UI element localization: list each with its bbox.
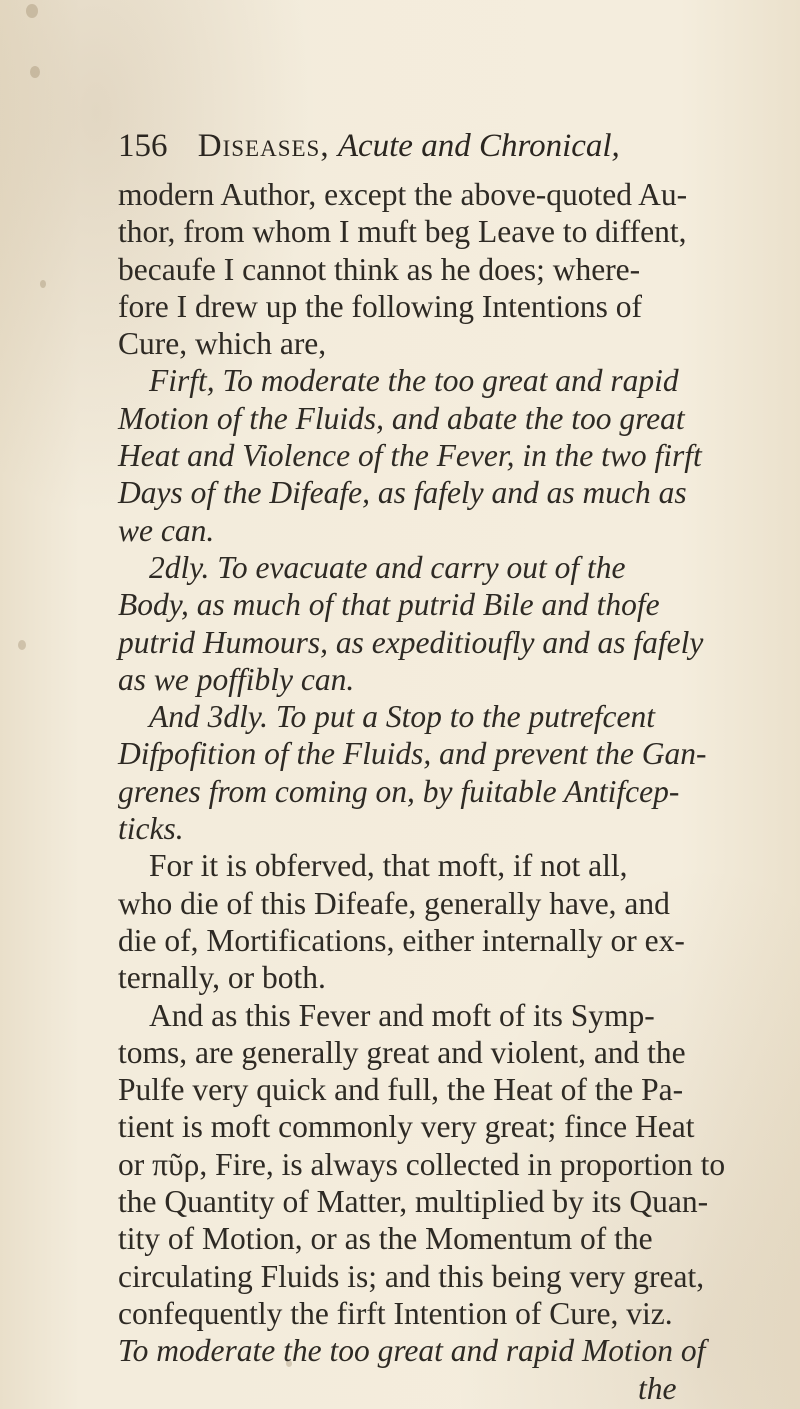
text-line: tient is moft commonly very great; fince Heat (118, 1109, 695, 1145)
text-line: confequently the firft Intention of Cure, viz. (118, 1295, 673, 1331)
text-line: For it is obferved, that moft, if not all, (149, 848, 628, 884)
page-number: 156 (118, 128, 168, 164)
running-title-italic: Acute and Chronical, (337, 128, 620, 164)
text-line: Heat and Violence of the Fever, in the two firft (118, 438, 702, 474)
running-header (118, 128, 620, 165)
text-line: or πῦρ, Fire, is always collected in proportion to (118, 1146, 726, 1182)
text-line: putrid Humours, as expeditioufly and as fafely (118, 624, 704, 660)
text-line: ticks. (118, 811, 184, 847)
text-line: To moderate the too great and rapid Motion of (118, 1333, 706, 1369)
text-line: grenes from coming on, by fuitable Antifcep- (118, 773, 680, 809)
text-line: ternally, or both. (118, 960, 326, 996)
text-line: And as this Fever and moft of its Symp- (149, 997, 655, 1033)
text-line: 2dly. To evacuate and carry out of the (149, 549, 626, 585)
text-line: Firft, To moderate the too great and rapid (149, 363, 679, 399)
text-line: modern Author, except the above-quoted Au- (118, 177, 688, 212)
text-line: as we poffibly can. (118, 661, 355, 697)
ink-blot (26, 4, 38, 18)
text-line: Cure, which are, (118, 326, 327, 362)
catchword-block (118, 1370, 758, 1407)
text-line: Days of the Difeafe, as fafely and as much as (118, 475, 687, 511)
text-line: die of, Mortifications, either internally or ex- (118, 922, 685, 958)
text-line: Motion of the Fluids, and abate the too great (118, 400, 685, 436)
text-line: becaufe I cannot think as he does; where- (118, 251, 641, 287)
body-text (118, 176, 758, 1370)
text-line: Pulfe very quick and full, the Heat of the Pa- (118, 1072, 684, 1108)
running-title: Diseases, (197, 128, 330, 164)
text-line: Body, as much of that putrid Bile and thofe (118, 587, 660, 623)
text-line: who die of this Difeafe, generally have, and (118, 885, 670, 921)
text-line: tity of Motion, or as the Momentum of the (118, 1221, 653, 1257)
text-line: the Quantity of Matter, multiplied by its Quan- (118, 1184, 709, 1220)
text-line: toms, are generally great and violent, and the (118, 1034, 686, 1070)
text-line: And 3dly. To put a Stop to the putrefcent (149, 699, 656, 735)
text-line: fore I drew up the following Intentions of (118, 288, 642, 324)
text-line: circulating Fluids is; and this being very great, (118, 1258, 705, 1294)
catchword: the (638, 1370, 677, 1406)
text-line: thor, from whom I muft beg Leave to diffent, (118, 214, 687, 250)
ink-blot (18, 640, 26, 650)
text-line: we can. (118, 512, 215, 548)
text-line: Difpofition of the Fluids, and prevent the Gan- (118, 736, 707, 772)
ink-blot (40, 280, 46, 288)
ink-blot (30, 66, 40, 78)
